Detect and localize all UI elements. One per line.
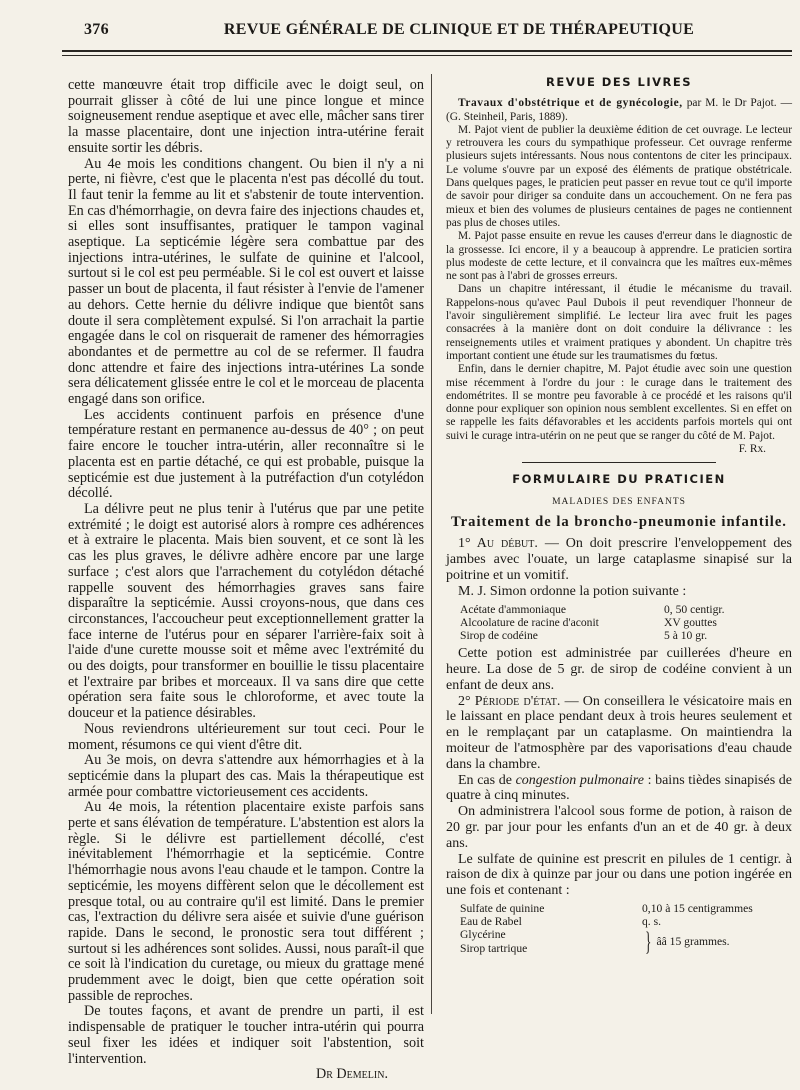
paragraph: cette manœuvre était trop difficile avec le doigt seul, on pourrait glisser à côté de lui une pince longue et mince soigneusement rendue aseptique et avec elle, mâcher sans tirer la masse placentaire, dont une injection intra-utérine ferait ensuite sortir les débris. (68, 77, 424, 156)
prescription-brace-group (460, 928, 792, 954)
ingredient-dose: 0, 50 centigr. (664, 602, 725, 616)
paragraph: Les accidents continuent parfois en présence d'une température restant en permanence au-dessus de 40° ; on peut faire encore le toucher intra-utérin, aller reconnaître si le placenta est en partie détaché, ce qui est probable, puisque la septicémie est due justement à la putréfaction d'un cotylédon décollé. (68, 406, 424, 502)
formulary-paragraph: Le sulfate de quinine est prescrit en pilules de 1 centigr. à raison de dix à quinze par jour ou dans une potion ingérée en une fois et contenant : (446, 851, 792, 899)
ingredient-name: Sirop de codéine (460, 629, 538, 642)
book-review-heading: REVUE DES LIVRES (546, 75, 692, 89)
review-paragraph: Dans un chapitre intéressant, il étudie le mécanisme du travail. Rappelons-nous qu'avec Paul Dubois il peut revendiquer l'honneur de l'avoir singulièrement simplifié. Le lecteur lira avec fruit les pages consacrées à la manière dont on doit conduire la délivrance : les renseignements utiles et vraiment pratiques y abondent. Un chapitre très important contient une étude sur les traumatismes du fœtus. (446, 283, 792, 362)
prescription-row (460, 616, 792, 629)
book-title: Travaux d'obstétrique et de gynécologie, (458, 97, 683, 110)
page-header (84, 18, 764, 42)
prescription-row (460, 902, 792, 915)
author-signature: Dr Demelin. (315, 1066, 388, 1083)
emphasis: congestion pulmonaire (515, 772, 644, 788)
ingredient-dose: 0,10 à 15 centigrammes (642, 901, 753, 915)
brace-dose (642, 926, 792, 956)
prescription-row (460, 603, 792, 616)
book-citation: par M. le Dr Pajot. — (G. Steinheil, Paris, 1889). (446, 97, 792, 123)
shared-dose: ââ 15 grammes. (656, 934, 730, 948)
ingredient-name: Alcoolature de racine d'aconit (460, 615, 599, 629)
right-column (446, 76, 792, 959)
author-signature-line (68, 1067, 424, 1083)
column-divider (431, 74, 432, 1014)
page-number: 376 (84, 21, 109, 38)
paragraph: Au 3e mois, on devra s'attendre aux hémorrhagies et à la septicémie dans la plupart des cas. Mais la thérapeutique est armée pour combattre victorieusement ces accidents. (68, 752, 424, 800)
ingredient-name: Acétate d'ammoniaque (460, 602, 567, 616)
formulary-paragraph: M. J. Simon ordonne la potion suivante : (458, 583, 687, 599)
review-signoff: F. Rx. (738, 443, 766, 456)
stage-label: 1° Au début. (458, 536, 538, 552)
paragraph: Nous reviendrons ultérieurement sur tout ceci. Pour le moment, résumons ce qui vient d'être dit. (68, 720, 424, 753)
paragraph: Au 4e mois, la rétention placentaire existe parfois sans perte et sans élévation de température. L'abstention est alors la règle. Si le délivre est partiellement décollé, c'est inévitablement l'hémorrhagie et la septicémie. Contre l'hémorrhagie nous avons l'eau chaude et le tampon. Contre la septicémie, les moyens diffèrent selon que le décollement est presque total, ou au contraire qu'il est limité. Dans le premier cas, l'extraction du délivre sera aisée et suivie d'une guérison rapide. Dans le second, le pronostic sera tout différent ; surtout si les adhérences sont solides. Aussi, nous paraît-il que ce soit là l'indication du curetage, ou mieux du grattage mené prudemment avec le doigt, bien que cette opération soit passible de reproches. (68, 799, 424, 1004)
formulary-paragraph: On administrera l'alcool sous forme de potion, à raison de 20 gr. par jour pour les enfants d'un an et de 40 gr. à deux ans. (446, 804, 792, 851)
brace-ingredients (460, 928, 642, 954)
stage-label: 2° Période d'état. (458, 693, 561, 709)
review-paragraph: M. Pajot passe ensuite en revue les causes d'erreur dans le diagnostic de la grossesse. Ici encore, il y a beaucoup à apprendre. Le praticien sortira plus modeste de cette lecture, et il convaincra que les maîtres eux-mêmes ne sont pas à l'abri de grosses erreurs. (446, 230, 792, 283)
paragraph: De toutes façons, et avant de prendre un parti, il est indispensable de pratiquer le toucher intra-utérin qui pourra seul fixer les idées et indiquer soit l'abstention, soit l'intervention. (68, 1003, 424, 1067)
stage-text: — On conseillera le vésicatoire mais en le laissant en place pendant deux à trois heures seulement et en le remplaçant par un cataplasme. On maintiendra la moiteur de l'atmosphère par des vaporisations d'eau chaude dans la chambre. (446, 693, 792, 772)
formulary-paragraph (446, 694, 792, 773)
subsection-heading: MALADIES DES ENFANTS (552, 496, 686, 507)
section-separator (522, 462, 716, 463)
left-column (68, 78, 424, 1083)
review-paragraph: Enfin, dans le dernier chapitre, M. Pajot étudie avec soin une question mise récemment à l'ordre du jour : le curage dans le traitement des endométrites. Il se montre peu favorable à ce procédé et les raisons qu'il donne pour expliquer son opinion nous semblent excellentes. Si en effet on se rappelle les faits défavorables et les accidents parfois mortels qui ont suivi le curage intra-utérin on ne peut que se ranger du côté de M. Pajot. (446, 363, 792, 442)
paragraph: La délivre peut ne plus tenir à l'utérus que par une petite extrémité ; le doigt est autorisé alors à rompre ces adhérences et à extraire le placenta. Mais bien souvent, et ce sont là les cas les plus graves, le délivre adhère encore par une large surface ; c'est alors que l'arrachement du cotylédon détaché rappelle souvent des hémorrhagies graves sans faire disparaître la septicémie. Aussi croyons-nous, que dans ces circonstances, l'accoucheur peut exceptionnellement gratter la face interne de l'utérus pour en séparer l'arrière-faix soit à l'aide d'une curette mousse soit et même avec l'extrémité du ou des doigts, pour transformer en bouillie le tissu placentaire et l'extraire par bribes et morceaux. Il va sans dire que cette opération sera faite sous le chloroforme, et avec toute la douceur et la patience désirables. (68, 500, 424, 722)
header-rule-thin (62, 55, 792, 56)
prescription-row (460, 915, 792, 928)
treatment-title: Traitement de la broncho-pneumonie infantile. (451, 514, 787, 531)
formulary-paragraph (446, 773, 792, 805)
running-title: REVUE GÉNÉRALE DE CLINIQUE ET DE THÉRAPEUTIQUE (223, 21, 695, 38)
review-signoff-line (446, 443, 792, 456)
review-paragraph: M. Pajot vient de publier la deuxième édition de cet ouvrage. Le lecteur y retrouvera les cours du sympathique professeur. Cet ouvrage renferme plusieurs sujets intéressants. Nous nous contentons de citer les principaux. Le volume s'ouvre par un exposé des éléments de pratique obstétricale. Dans quelques pages, le praticien peut passer en revue tout ce qu'il importe de savoir pour diriger sa conduite dans un accouchement. On ne fera pas mieux et bien des volumes de plusieurs centaines de pages ne contiennent pas plus de choses utiles. (446, 123, 792, 229)
book-reference (446, 97, 792, 124)
formulary-paragraph: Cette potion est administrée par cuillerées d'heure en heure. La dose de 5 gr. de sirop de codéine convient à un enfant de deux ans. (446, 646, 792, 693)
stage-text: — On doit prescrire l'enveloppement des jambes avec l'ouate, un large cataplasme sinapisé sur la poitrine et un vomitif. (446, 536, 792, 583)
ingredient-name: Sulfate de quinine (460, 901, 545, 915)
formulary-paragraph (446, 536, 792, 583)
ingredient-dose: XV gouttes (664, 615, 717, 629)
text-fragment: : bains tièdes sinapisés de quatre à cinq minutes. (446, 772, 792, 804)
brace-icon: } (645, 926, 652, 956)
paragraph: Au 4e mois les conditions changent. Ou bien il n'y a ni perte, ni fièvre, c'est que le placenta n'est pas décollé du tout. Il faut tenir la femme au lit et s'abstenir de toute intervention. En cas d'hémorrhagie, on devra faire des injections chaudes et, si elles sont insuffisantes, pratiquer le tampon vaginal aseptique. La septicémie légère sera combattue par des injections intra-utérines, le sulfate de quinine et l'alcool, surtout si le col est peu perméable. Si le col est ouvert et laisse passer un bout de placenta, il faut résister à l'envie de l'amener au dehors. Cette hernie du délivre indique que bientôt sans doute il sera complètement expulsé. Si l'on arrachait la partie engagée dans le col on risquerait de ramener des hémorragies abondantes et de permettre au col de se refermer. Il faudra donc attendre et faire des injections intra-utérines La sonde sera délicatement glissée entre le col et le morceau de placenta engagé dans son orifice. (68, 155, 424, 408)
header-rule (62, 50, 792, 52)
ingredient-name: Eau de Rabel (460, 915, 522, 929)
formulary-body (446, 495, 792, 955)
ingredient-name: Sirop tartrique (460, 941, 528, 955)
prescription-list (460, 902, 792, 955)
ingredient-name: Glycérine (460, 928, 506, 942)
text-fragment: En cas de (458, 772, 516, 788)
formulary-heading: FORMULAIRE DU PRATICIEN (512, 472, 726, 487)
prescription-list (460, 603, 792, 643)
prescription-row (460, 629, 792, 642)
ingredient-dose: 5 à 10 gr. (664, 629, 708, 642)
ingredient-dose: q. s. (642, 915, 662, 929)
